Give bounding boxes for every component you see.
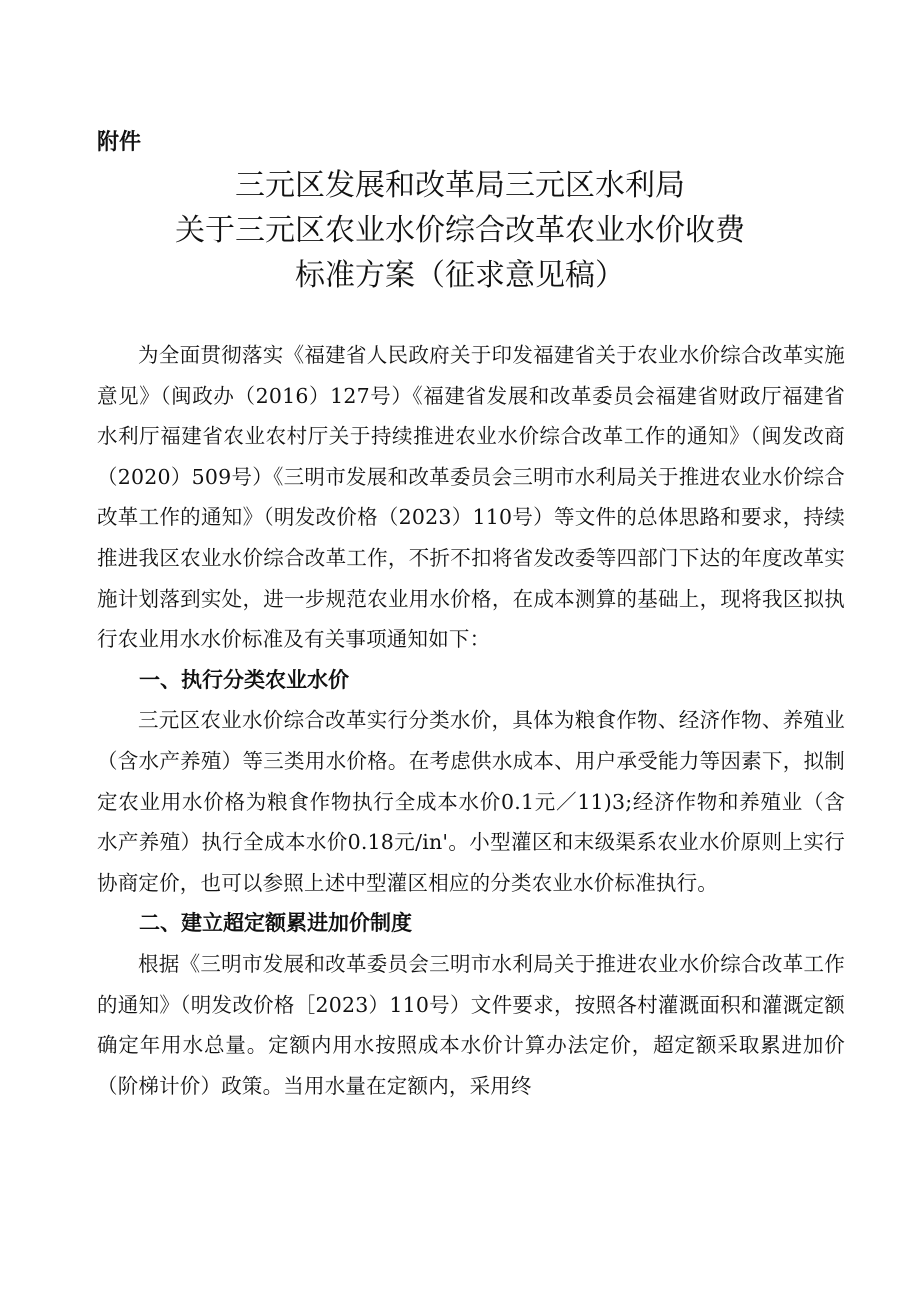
title-line-1: 三元区发展和改革局三元区水利局: [235, 168, 685, 203]
section-heading-2: 二、建立超定额累进加价制度: [139, 911, 412, 936]
intro-paragraph: 为全面贯彻落实《福建省人民政府关于印发福建省关于农业水价综合改革实施意见》（闽政办（2016）127号）《福建省发展和改革委员会福建省财政厅福建省水利厅福建省农业农村厅关于持续推进农业水价综合改革工作的通知》（闽发改商（2020）509号）《三明市发展和改革委员会三明市水利局关于推进农业水价综合改革工作的通知》（明发改价格（2023）110号）等文件的总体思路和要求，持续推进我区农业水价综合改革工作，不折不扣将省发改委等四部门下达的年度改革实施计划落到实处，进一步规范农业用水价格，在成本测算的基础上，现将我区拟执行农业用水水价标准及有关事项通知如下：: [97, 343, 845, 652]
document-title: [60, 163, 860, 298]
document-body: [97, 335, 845, 1106]
title-line-2: 关于三元区农业水价综合改革农业水价收费: [175, 213, 745, 248]
title-line-3: 标准方案（征求意见稿）: [295, 258, 625, 293]
section-heading-1: 一、执行分类农业水价: [139, 667, 349, 692]
attachment-label: 附件: [97, 130, 142, 155]
section-1-paragraph: 三元区农业水价综合改革实行分类水价，具体为粮食作物、经济作物、养殖业（含水产养殖）等三类用水价格。在考虑供水成本、用户承受能力等因素下，拟制定农业用水价格为粮食作物执行全成本水价0.1元／11)3;经济作物和养殖业（含水产养殖）执行全成本水价0.18元/in'。小型灌区和末级渠系农业水价原则上实行协商定价，也可以参照上述中型灌区相应的分类农业水价标准执行。: [97, 708, 845, 895]
section-2-paragraph: 根据《三明市发展和改革委员会三明市水利局关于推进农业水价综合改革工作的通知》（明发改价格［2023）110号）文件要求，按照各村灌溉面积和灌溉定额确定年用水总量。定额内用水按照成本水价计算办法定价，超定额采取累进加价（阶梯计价）政策。当用水量在定额内，采用终: [97, 951, 845, 1098]
